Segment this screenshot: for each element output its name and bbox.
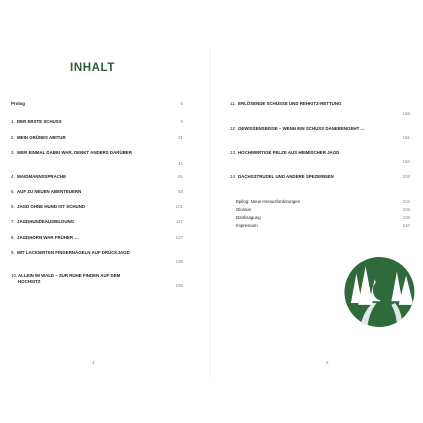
entry-page: 117 [176,219,183,224]
entry-label: HOCHWERTIGE PELZE AUS HEIMISCHER JAGD [238,150,340,155]
entry-label: JAGDHORN WAR FRÜHER … [17,235,79,240]
entry-page: 21 [178,135,183,140]
entry-number: 1. [11,119,15,124]
entry-label: DACHSSTRUDEL UND ANDERE SPEZEREIEN [238,174,334,179]
entry-page: 203 [402,174,410,179]
entry-label: JAGDHUNDEAUSBILDUNG [17,219,75,224]
entry-number: 9. [11,250,15,255]
entry-page: 41 [178,161,183,166]
entry-page: 193 [402,159,410,164]
right-page [211,0,423,423]
entry-page: 155 [175,283,183,288]
entry-number: 11. [230,101,236,106]
entry-page: 139 [175,259,183,264]
entry-page: 238 [402,215,410,220]
entry-label: ALLEIN IM WALD – ZUR RUHE FINDEN AUF DEM HOCHSITZ [18,273,121,284]
entry-number: 14. [230,174,237,179]
entry-label: DER ERSTE SCHUSS [17,119,62,124]
page-number: 4 [92,360,95,365]
entry-label: JAGD OHNE HUND IST SCHUND [17,204,86,209]
entry-number: 10. [11,273,18,278]
entry-page: 240 [402,223,410,228]
entry-label: WER EINMAL DABEI WAR, DENKT ANDERS DARÜBER [17,150,132,155]
forest-silhouette-icon [338,246,423,338]
entry-label: Epilog: Neue Herausforderungen [236,199,301,204]
page-number: 5 [326,360,329,365]
entry-number: 13. [230,150,237,155]
entry-page: 222 [402,199,410,204]
entry-page: 6 [180,101,183,106]
entry-label: WAIDMANNSSPRACHE [17,174,67,179]
entry-label: Danksagung [236,215,261,220]
left-page [0,0,211,423]
entry-number: 5. [11,189,15,194]
entry-page: 165 [402,111,410,116]
entry-page: 101 [175,204,183,209]
entry-page: 83 [178,189,183,194]
entry-page: 226 [402,207,410,212]
entry-page: 9 [180,119,183,124]
entry-number: 7. [11,219,15,224]
entry-number: 8. [11,235,15,240]
entry-number: 3. [11,150,15,155]
entry-label: GEWISSENSBISSE – WENN EIN SCHUSS DANEBENGEHT … [238,126,365,131]
entry-label: AUF ZU NEUEN ABENTEUERN [17,189,82,194]
entry-page: 181 [402,135,410,140]
page-title: INHALT [70,62,115,74]
entry-number: 12. [230,126,237,131]
entry-number: 4. [11,174,15,179]
entry-label: MIT LACKIERTEN FINGERNÄGELN AUF DRÜCKJAGD [17,250,130,255]
entry-label: MEIN GRÜNES ABITUR [17,135,66,140]
entry-label: Prolog [11,101,25,106]
entry-page: 127 [175,235,183,240]
entry-label: Glossar [236,207,252,212]
entry-number: 2. [11,135,15,140]
entry-label: ERLÖSENDE SCHÜSSE UND REHKITZ-RETTUNG [238,101,342,106]
entry-page: 61 [178,174,183,179]
entry-label: Impressum [236,223,258,228]
entry-number: 6. [11,204,15,209]
